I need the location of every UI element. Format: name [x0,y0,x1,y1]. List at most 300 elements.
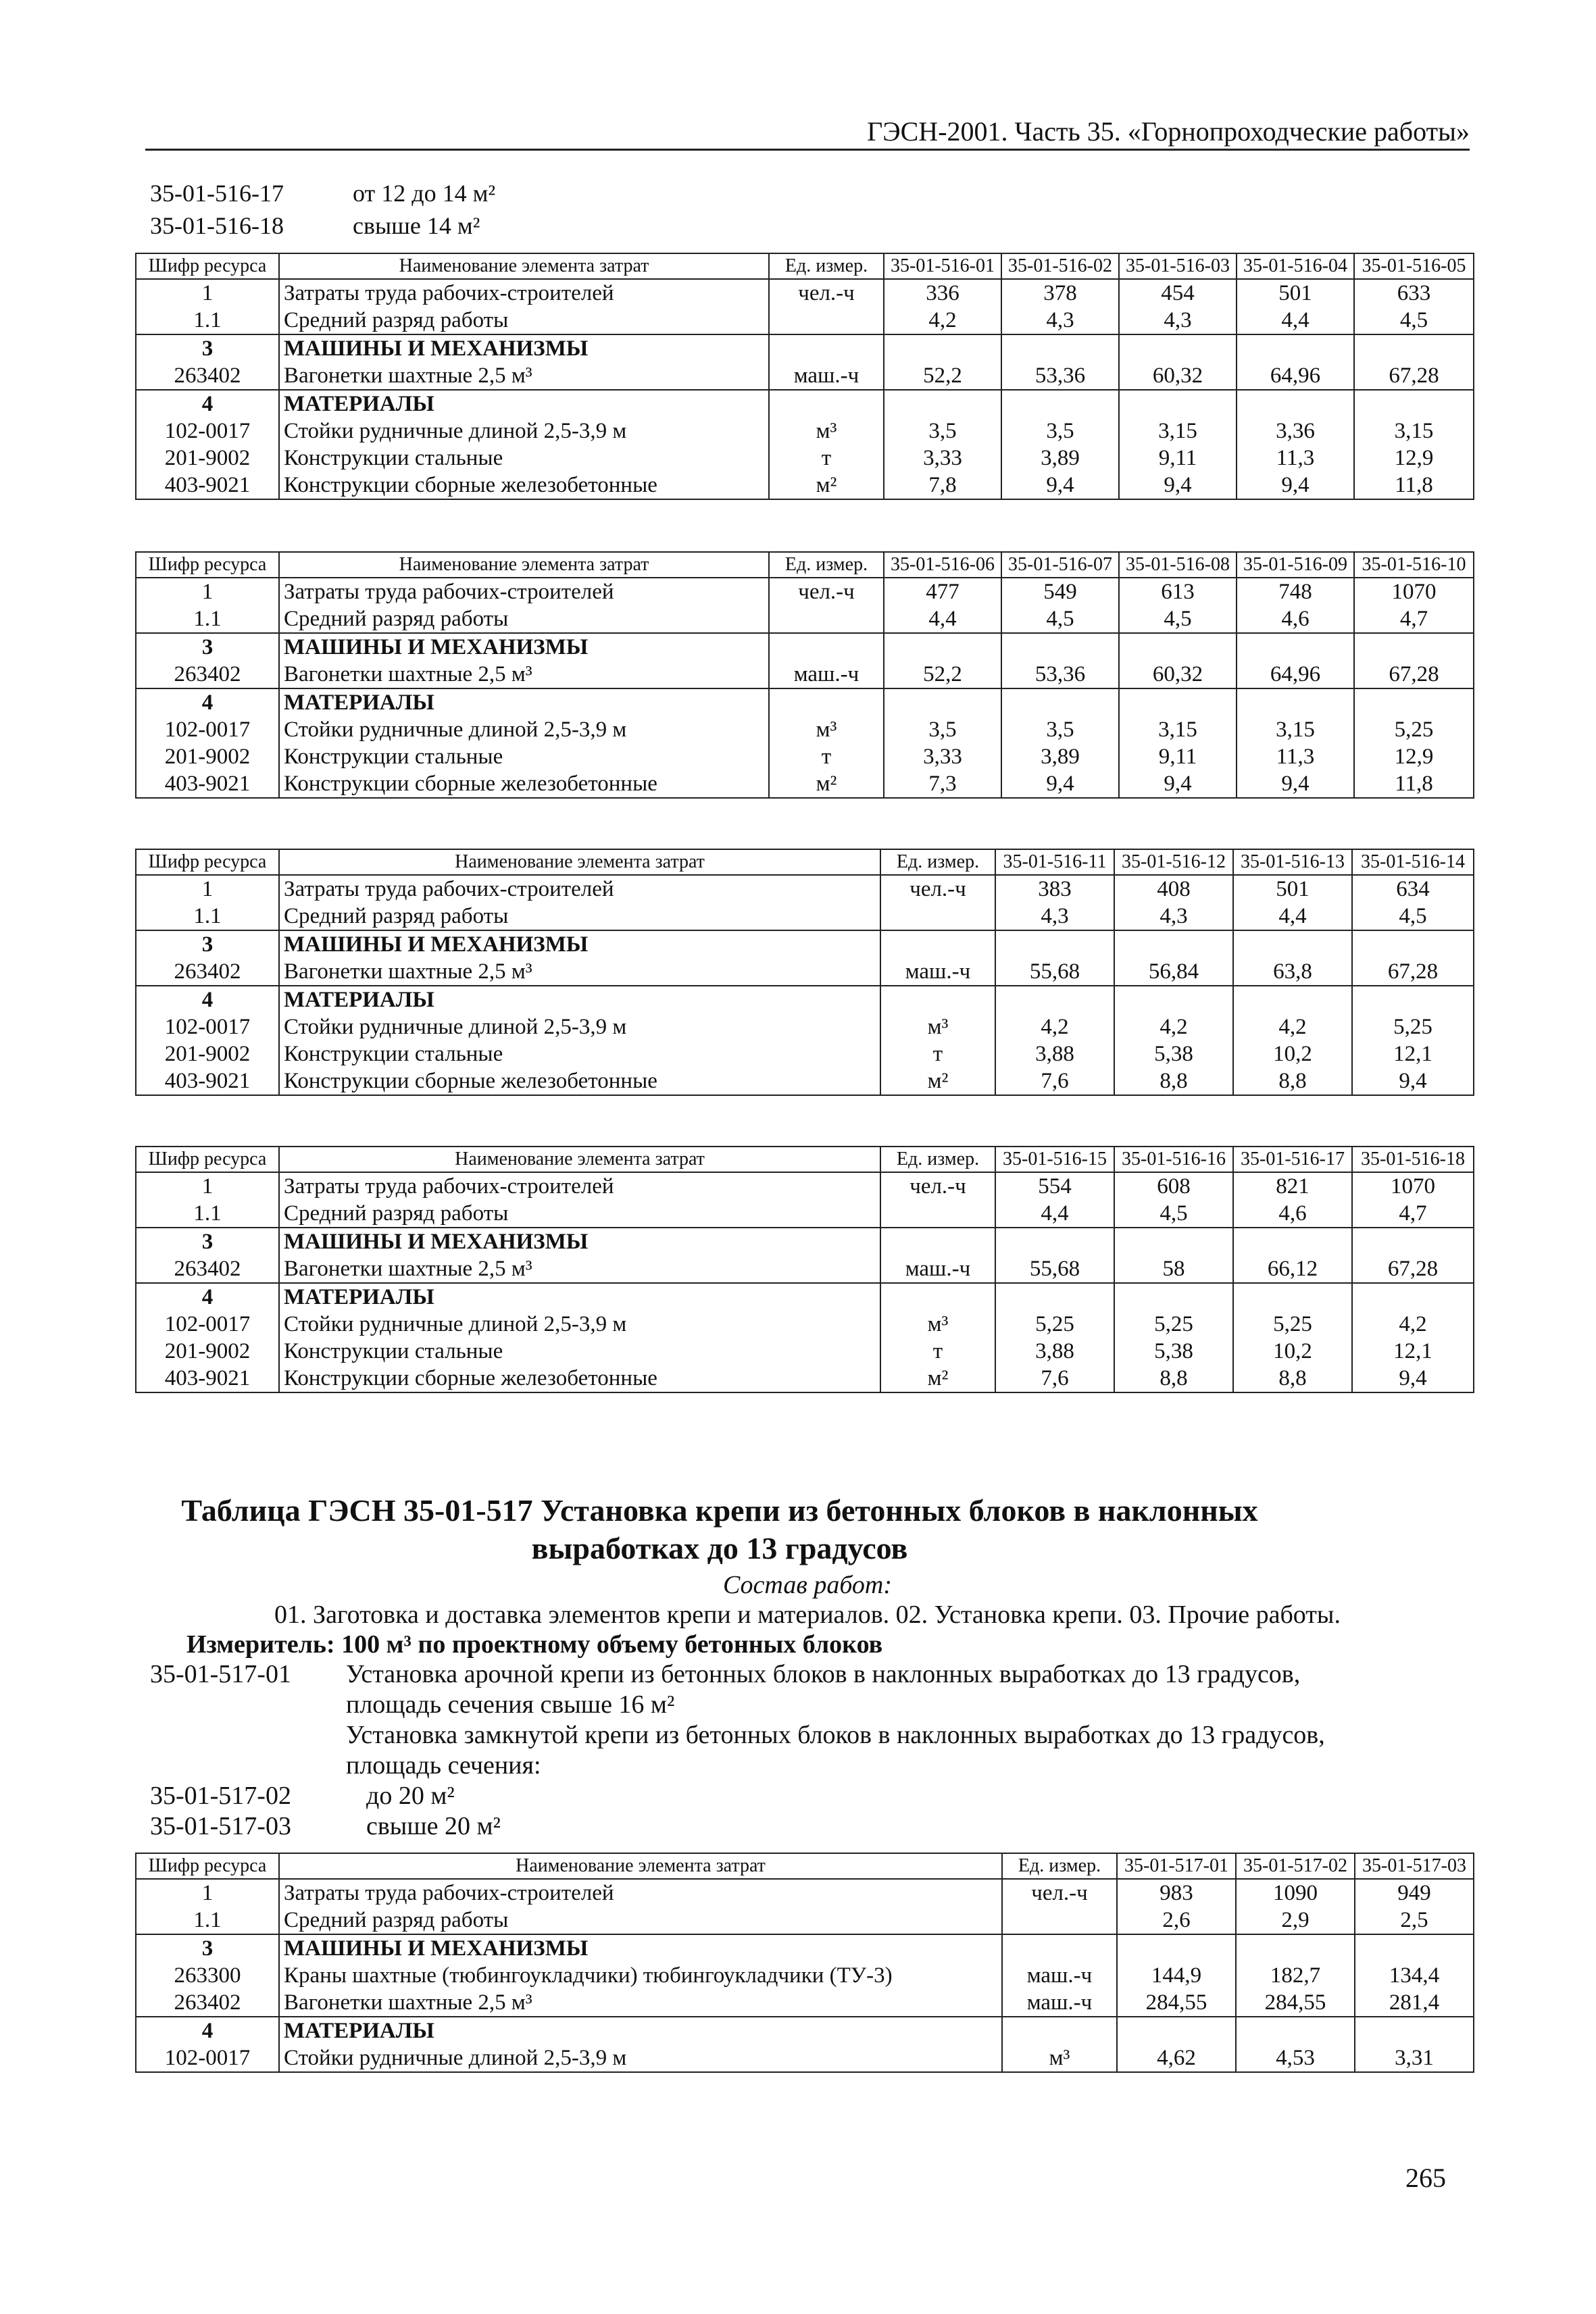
row-name: Средний разряд работы [279,605,769,633]
row-value [995,1283,1114,1311]
table-row [136,1989,1474,2017]
row-value: 4,5 [1352,903,1474,930]
table-row [136,743,1474,770]
row-unit: маш.-ч [769,661,884,688]
norm-description: площадь сечения свыше 16 м² [346,1690,675,1719]
work-composition-text: 01. Заготовка и доставка элементов крепи и материалов. 02. Установка крепи. 03. Прочие работы. [274,1601,1341,1629]
row-name: Вагонетки шахтные 2,5 м³ [279,362,769,390]
row-value: 11,3 [1237,743,1354,770]
row-value: 10,2 [1233,1338,1352,1365]
row-value: 5,25 [1354,716,1474,743]
row-value [1237,688,1354,716]
row-code: 201-9002 [136,445,279,472]
row-code: 3 [136,1934,279,1962]
row-value: 3,33 [884,445,1001,472]
row-value: 60,32 [1119,362,1237,390]
row-code: 1 [136,279,279,307]
row-value: 3,36 [1237,418,1354,445]
table-row [136,1255,1474,1283]
row-unit: чел.-ч [1002,1879,1117,1907]
row-value: 10,2 [1233,1040,1352,1067]
row-value: 4,53 [1236,2044,1355,2072]
page-number: 265 [1405,2163,1446,2193]
row-value: 64,96 [1237,661,1354,688]
row-value: 60,32 [1119,661,1237,688]
row-unit [769,334,884,362]
row-code: 3 [136,334,279,362]
row-value: 284,55 [1117,1989,1236,2017]
row-value: 4,5 [1114,1200,1233,1228]
row-name: Стойки рудничные длиной 2,5-3,9 м [279,716,769,743]
row-value: 3,5 [884,418,1001,445]
row-value [1352,986,1474,1013]
row-unit: м² [769,770,884,798]
row-code: 403-9021 [136,770,279,798]
row-code: 1 [136,1879,279,1907]
norm-code: 35-01-517-03 [150,1812,291,1840]
row-value [1237,334,1354,362]
table-row [136,390,1474,418]
row-code: 403-9021 [136,472,279,499]
row-name: МАШИНЫ И МЕХАНИЗМЫ [279,1934,1002,1962]
row-value: 12,9 [1354,445,1474,472]
row-name: Конструкции стальные [279,1338,880,1365]
row-value: 4,2 [1352,1311,1474,1338]
row-value [1119,633,1237,661]
header-unit: Ед. измер. [880,849,995,875]
row-unit: т [880,1338,995,1365]
row-value: 608 [1114,1172,1233,1200]
row-unit [880,903,995,930]
row-name: Затраты труда рабочих-строителей [279,1879,1002,1907]
row-value: 983 [1117,1879,1236,1907]
row-value [1119,334,1237,362]
row-value [995,1228,1114,1255]
row-value: 9,4 [1001,472,1119,499]
row-value [1236,1934,1355,1962]
row-unit: м³ [880,1013,995,1040]
row-value: 4,5 [1354,307,1474,334]
row-name: Вагонетки шахтные 2,5 м³ [279,1989,1002,2017]
row-value: 3,15 [1119,418,1237,445]
row-value: 554 [995,1172,1114,1200]
row-value: 2,9 [1236,1907,1355,1934]
norm-code [150,1751,346,1781]
header-cipher: Шифр ресурса [136,1853,279,1879]
row-value: 4,2 [884,307,1001,334]
row-name: Затраты труда рабочих-строителей [279,1172,880,1200]
row-value: 1070 [1352,1172,1474,1200]
row-value [1352,930,1474,958]
row-name: Конструкции сборные железобетонные [279,472,769,499]
row-unit [880,1200,995,1228]
row-code: 403-9021 [136,1067,279,1095]
header-unit: Ед. измер. [769,253,884,279]
header-norm-code: 35-01-517-02 [1236,1853,1355,1879]
header-name: Наименование элемента затрат [279,552,769,578]
row-value [1236,2017,1355,2044]
header-norm-code: 35-01-516-11 [995,849,1114,875]
row-value: 182,7 [1236,1962,1355,1989]
row-unit [769,307,884,334]
row-value [1233,1283,1352,1311]
row-value: 4,5 [1001,605,1119,633]
row-value: 3,31 [1355,2044,1474,2072]
row-unit: т [880,1040,995,1067]
row-value [1233,930,1352,958]
intro-codes [150,177,495,242]
row-value [1119,390,1237,418]
row-code: 4 [136,986,279,1013]
row-value: 2,6 [1117,1907,1236,1934]
row-value: 9,4 [1119,770,1237,798]
row-code: 1 [136,578,279,605]
row-value: 63,8 [1233,958,1352,986]
row-value: 12,9 [1354,743,1474,770]
header-norm-code: 35-01-516-13 [1233,849,1352,875]
row-unit [769,633,884,661]
table-row [136,2044,1474,2072]
row-code: 263300 [136,1962,279,1989]
row-unit: чел.-ч [769,279,884,307]
row-value: 4,2 [995,1013,1114,1040]
row-name: Конструкции стальные [279,445,769,472]
row-value: 4,3 [1119,307,1237,334]
row-code: 263402 [136,1255,279,1283]
row-code: 3 [136,930,279,958]
header-norm-code: 35-01-516-09 [1237,552,1354,578]
row-unit: чел.-ч [769,578,884,605]
table-row [136,578,1474,605]
table-row [136,1200,1474,1228]
row-value [1001,390,1119,418]
row-unit: м³ [769,418,884,445]
row-value: 3,5 [884,716,1001,743]
row-unit [1002,1934,1117,1962]
table-row [136,334,1474,362]
row-value: 634 [1352,875,1474,903]
row-value: 5,38 [1114,1040,1233,1067]
row-name: Средний разряд работы [279,903,880,930]
row-value: 7,8 [884,472,1001,499]
header-norm-code: 35-01-516-15 [995,1147,1114,1172]
row-unit [769,688,884,716]
norm-description: Установка замкнутой крепи из бетонных блоков в наклонных выработках до 13 градусов, [346,1721,1325,1749]
row-unit: маш.-ч [1002,1962,1117,1989]
row-value [1114,930,1233,958]
table-row [136,307,1474,334]
row-unit: м² [769,472,884,499]
row-value [1114,1283,1233,1311]
row-value: 11,8 [1354,472,1474,499]
row-value [884,334,1001,362]
header-norm-code: 35-01-516-05 [1354,253,1474,279]
row-value: 4,3 [995,903,1114,930]
row-value: 1090 [1236,1879,1355,1907]
row-unit [880,930,995,958]
row-value [1237,390,1354,418]
row-name: МАШИНЫ И МЕХАНИЗМЫ [279,633,769,661]
table-row [136,903,1474,930]
row-unit: т [769,743,884,770]
row-value: 336 [884,279,1001,307]
row-name: Конструкции сборные железобетонные [279,770,769,798]
row-value: 4,4 [1237,307,1354,334]
row-code: 201-9002 [136,743,279,770]
table-row [136,1365,1474,1392]
row-code: 1.1 [136,1200,279,1228]
header-name: Наименование элемента затрат [279,1853,1002,1879]
row-name: Краны шахтные (тюбингоукладчики) тюбингоукладчики (ТУ-3) [279,1962,1002,1989]
row-value: 4,6 [1233,1200,1352,1228]
row-value: 4,5 [1119,605,1237,633]
table-row [136,472,1474,499]
row-unit [1002,2017,1117,2044]
table-row [136,1067,1474,1095]
table-row [136,2017,1474,2044]
norm-table-517 [135,1853,1474,2073]
header-norm-code: 35-01-516-17 [1233,1147,1352,1172]
table-row [136,418,1474,445]
row-value: 53,36 [1001,362,1119,390]
norm-description: Установка арочной крепи из бетонных блоков в наклонных выработках до 13 градусов, [346,1660,1301,1688]
table-row [136,445,1474,472]
row-name: Вагонетки шахтные 2,5 м³ [279,958,880,986]
header-norm-code: 35-01-517-03 [1355,1853,1474,1879]
table-row [136,1879,1474,1907]
header-cipher: Шифр ресурса [136,552,279,578]
table-row [136,661,1474,688]
header-norm-code: 35-01-516-14 [1352,849,1474,875]
row-name: Затраты труда рабочих-строителей [279,875,880,903]
description-line [150,1811,1468,1842]
row-code: 1.1 [136,1907,279,1934]
row-value: 9,11 [1119,445,1237,472]
header-norm-code: 35-01-516-12 [1114,849,1233,875]
row-name: Стойки рудничные длиной 2,5-3,9 м [279,418,769,445]
row-value: 55,68 [995,1255,1114,1283]
header-cipher: Шифр ресурса [136,1147,279,1172]
row-code: 1.1 [136,903,279,930]
header-norm-code: 35-01-516-07 [1001,552,1119,578]
table-row [136,1283,1474,1311]
norm-description: площадь сечения: [346,1751,541,1780]
row-value: 52,2 [884,362,1001,390]
row-name: МАТЕРИАЛЫ [279,390,769,418]
row-code: 263402 [136,362,279,390]
table-row [136,1934,1474,1962]
row-value [1233,986,1352,1013]
row-name: Затраты труда рабочих-строителей [279,279,769,307]
table-row [136,986,1474,1013]
table-row [136,1172,1474,1200]
row-value: 4,4 [995,1200,1114,1228]
row-unit: т [769,445,884,472]
row-value: 501 [1233,875,1352,903]
row-value [1355,1934,1474,1962]
row-value: 5,25 [1352,1013,1474,1040]
row-code: 102-0017 [136,418,279,445]
row-name: МАТЕРИАЛЫ [279,688,769,716]
row-value [1001,633,1119,661]
row-value [1354,390,1474,418]
row-value: 11,3 [1237,445,1354,472]
row-value: 52,2 [884,661,1001,688]
row-value: 3,89 [1001,743,1119,770]
row-value: 5,38 [1114,1338,1233,1365]
table-row [136,1311,1474,1338]
row-unit: м³ [1002,2044,1117,2072]
row-value [1114,1228,1233,1255]
table-row [136,958,1474,986]
row-value: 9,11 [1119,743,1237,770]
header-norm-code: 35-01-516-06 [884,552,1001,578]
table-row [136,362,1474,390]
header-unit: Ед. измер. [880,1147,995,1172]
row-value [1119,688,1237,716]
row-value: 9,4 [1001,770,1119,798]
norm-code [150,1720,346,1751]
row-unit: м² [880,1067,995,1095]
header-norm-code: 35-01-517-01 [1117,1853,1236,1879]
row-name: Средний разряд работы [279,1200,880,1228]
table-row [136,770,1474,798]
row-value: 2,5 [1355,1907,1474,1934]
row-value: 53,36 [1001,661,1119,688]
row-code: 1 [136,1172,279,1200]
row-value [884,390,1001,418]
row-value: 4,6 [1237,605,1354,633]
row-value: 144,9 [1117,1962,1236,1989]
row-value [1117,1934,1236,1962]
row-value: 3,15 [1119,716,1237,743]
row-code: 263402 [136,1989,279,2017]
row-value: 58 [1114,1255,1233,1283]
row-name: МАШИНЫ И МЕХАНИЗМЫ [279,930,880,958]
row-value: 66,12 [1233,1255,1352,1283]
header-name: Наименование элемента затрат [279,849,880,875]
row-unit: маш.-ч [1002,1989,1117,2017]
measurement-unit: Измеритель: 100 м³ по проектному объему бетонных блоков [186,1630,883,1659]
resource-code: 35-01-516-18 [150,212,284,239]
row-value [1354,334,1474,362]
row-code: 102-0017 [136,1013,279,1040]
row-name: Вагонетки шахтные 2,5 м³ [279,661,769,688]
code-description: от 12 до 14 м² [353,180,496,207]
row-value: 3,15 [1354,418,1474,445]
row-value: 67,28 [1354,661,1474,688]
row-value: 4,4 [884,605,1001,633]
row-unit: чел.-ч [880,1172,995,1200]
row-value: 12,1 [1352,1338,1474,1365]
row-value: 949 [1355,1879,1474,1907]
description-line [150,1659,1468,1690]
row-value: 67,28 [1352,1255,1474,1283]
row-value: 7,3 [884,770,1001,798]
row-value: 64,96 [1237,362,1354,390]
running-header: ГЭСН-2001. Часть 35. «Горнопроходческие работы» [145,115,1470,151]
header-norm-code: 35-01-516-18 [1352,1147,1474,1172]
row-unit: м³ [880,1311,995,1338]
row-code: 1 [136,875,279,903]
description-line [150,1690,1468,1720]
row-value: 5,25 [1114,1311,1233,1338]
row-value [1352,1228,1474,1255]
row-code: 4 [136,2017,279,2044]
row-value: 55,68 [995,958,1114,986]
row-value [1352,1283,1474,1311]
row-value: 633 [1354,279,1474,307]
row-value: 4,2 [1114,1013,1233,1040]
row-code: 263402 [136,958,279,986]
header-cipher: Шифр ресурса [136,253,279,279]
row-value: 501 [1237,279,1354,307]
row-value: 4,4 [1233,903,1352,930]
row-value: 12,1 [1352,1040,1474,1067]
code-description: свыше 14 м² [353,212,480,239]
row-name: Средний разряд работы [279,307,769,334]
header-norm-code: 35-01-516-03 [1119,253,1237,279]
row-value [1114,986,1233,1013]
row-value [1117,2017,1236,2044]
norm-table-516-01-05 [135,253,1474,500]
row-unit: маш.-ч [769,362,884,390]
norm-table-516-11-14 [135,849,1474,1096]
table-row [136,633,1474,661]
row-code: 4 [136,1283,279,1311]
row-value: 3,5 [1001,716,1119,743]
description-line [150,1781,1468,1811]
row-code: 4 [136,688,279,716]
row-unit: маш.-ч [880,958,995,986]
table-row [136,1228,1474,1255]
row-value: 613 [1119,578,1237,605]
row-name: Стойки рудничные длиной 2,5-3,9 м [279,1013,880,1040]
row-value: 9,4 [1352,1365,1474,1392]
row-unit: м³ [769,716,884,743]
intro-code-row [150,209,495,242]
row-value: 3,88 [995,1338,1114,1365]
row-name: Стойки рудничные длиной 2,5-3,9 м [279,1311,880,1338]
row-name: МАТЕРИАЛЫ [279,986,880,1013]
row-value [1354,633,1474,661]
row-name: МАШИНЫ И МЕХАНИЗМЫ [279,334,769,362]
row-code: 3 [136,633,279,661]
row-value: 383 [995,875,1114,903]
row-value: 378 [1001,279,1119,307]
row-value [995,986,1114,1013]
row-value [1237,633,1354,661]
row-value: 408 [1114,875,1233,903]
row-code: 263402 [136,661,279,688]
row-value [1354,688,1474,716]
row-value: 5,25 [995,1311,1114,1338]
norm-description: до 20 м² [366,1782,455,1810]
table-row [136,1338,1474,1365]
row-code: 102-0017 [136,716,279,743]
row-value: 9,4 [1352,1067,1474,1095]
description-line [150,1751,1468,1781]
row-code: 403-9021 [136,1365,279,1392]
row-value: 454 [1119,279,1237,307]
row-value: 281,4 [1355,1989,1474,2017]
row-code: 102-0017 [136,2044,279,2072]
row-code: 201-9002 [136,1040,279,1067]
row-value: 3,89 [1001,445,1119,472]
header-unit: Ед. измер. [769,552,884,578]
row-code: 4 [136,390,279,418]
row-value: 67,28 [1354,362,1474,390]
